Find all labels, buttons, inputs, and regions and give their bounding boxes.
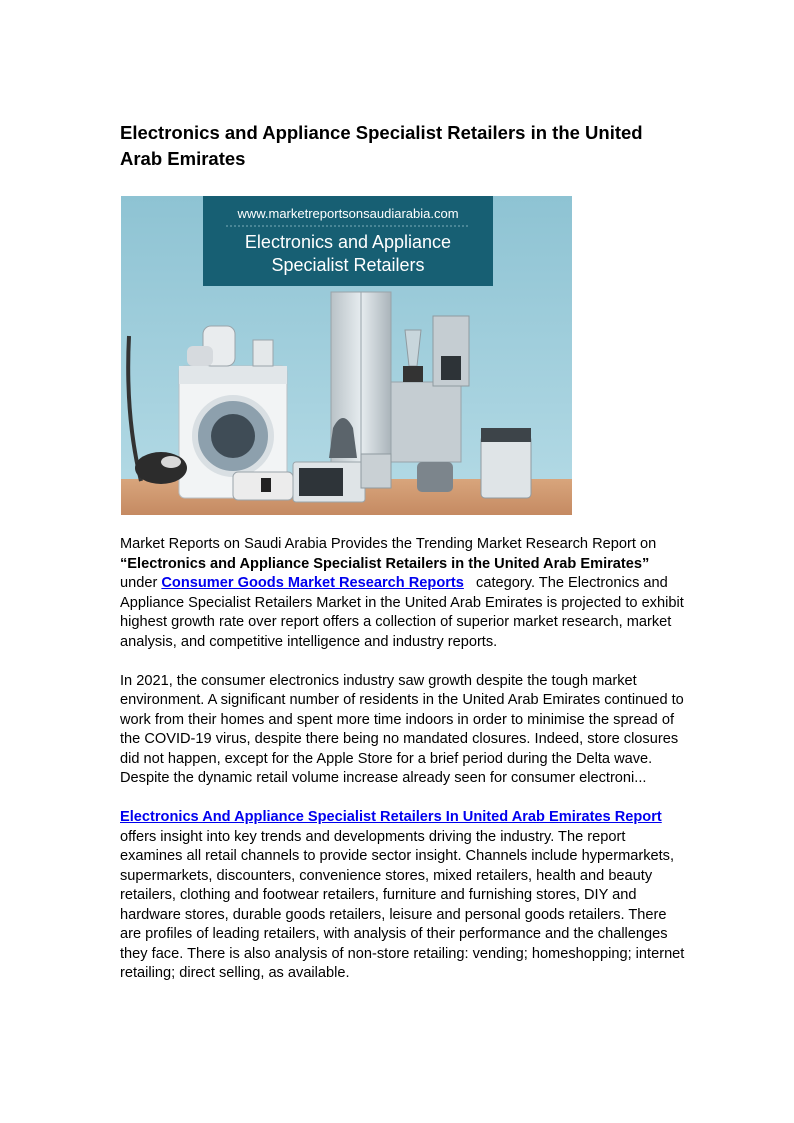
consumer-goods-link[interactable]: Consumer Goods Market Research Reports [161,575,464,591]
intro-rest-text: category. The Electronics and Appliance Specialist Retailers Market in the United Arab Emirates is projected to exhibit highest growth rate over report offers a collection of superior market research, market analysis, and competitive intelligence and industry reports. [120,575,688,650]
article-body [120,535,690,1003]
hero-heading-line2: Specialist Retailers [271,255,425,275]
intro-text: Market Reports on Saudi Arabia Provides the Trending Market Research Report on [120,536,657,552]
report-rest-text: offers insight into key trends and developments driving the industry. The report examines all retail channels to provide sector insight. Channels include hypermarkets, supermarkets, discounters, convenience stores, mixed retailers, health and beauty retailers, clothing and footwear retailers, furniture and furnishing stores, DIY and hardware stores, durable goods retailers, leisure and personal goods retailers. There are profiles of leading retailers, with analysis of their performance and the challenges they face. There is also analysis of non-store retailing: vending; homeshopping; internet retailing; direct selling, as available. [120,828,685,981]
page-title: Electronics and Appliance Specialist Retailers in the United Arab Emirates [120,122,643,169]
paragraph-industry: In 2021, the consumer electronics industry saw growth despite the tough market environment. A significant number of residents in the United Arab Emirates continued to work from their homes and spent more time indoors in order to minimise the spread of the COVID-19 virus, despite there being no mandated closures. Indeed, store closures did not happen, except for the Apple Store for a brief period during the Delta wave. Despite the dynamic retail volume increase already seen for consumer electroni... [120,672,684,786]
paragraph-report [120,808,690,984]
under-text: under [120,575,162,591]
hero-image [121,196,572,515]
report-title-text: “Electronics and Appliance Specialist Retailers in the United Arab Emirates” [120,555,650,572]
hero-heading-line1: Electronics and Appliance [244,232,452,252]
report-link[interactable]: Electronics And Appliance Specialist Retailers In United Arab Emirates Report [120,809,662,825]
hero-url-text: www.marketreportsonsaudiarabia.com [237,206,459,221]
paragraph-intro [120,535,690,652]
